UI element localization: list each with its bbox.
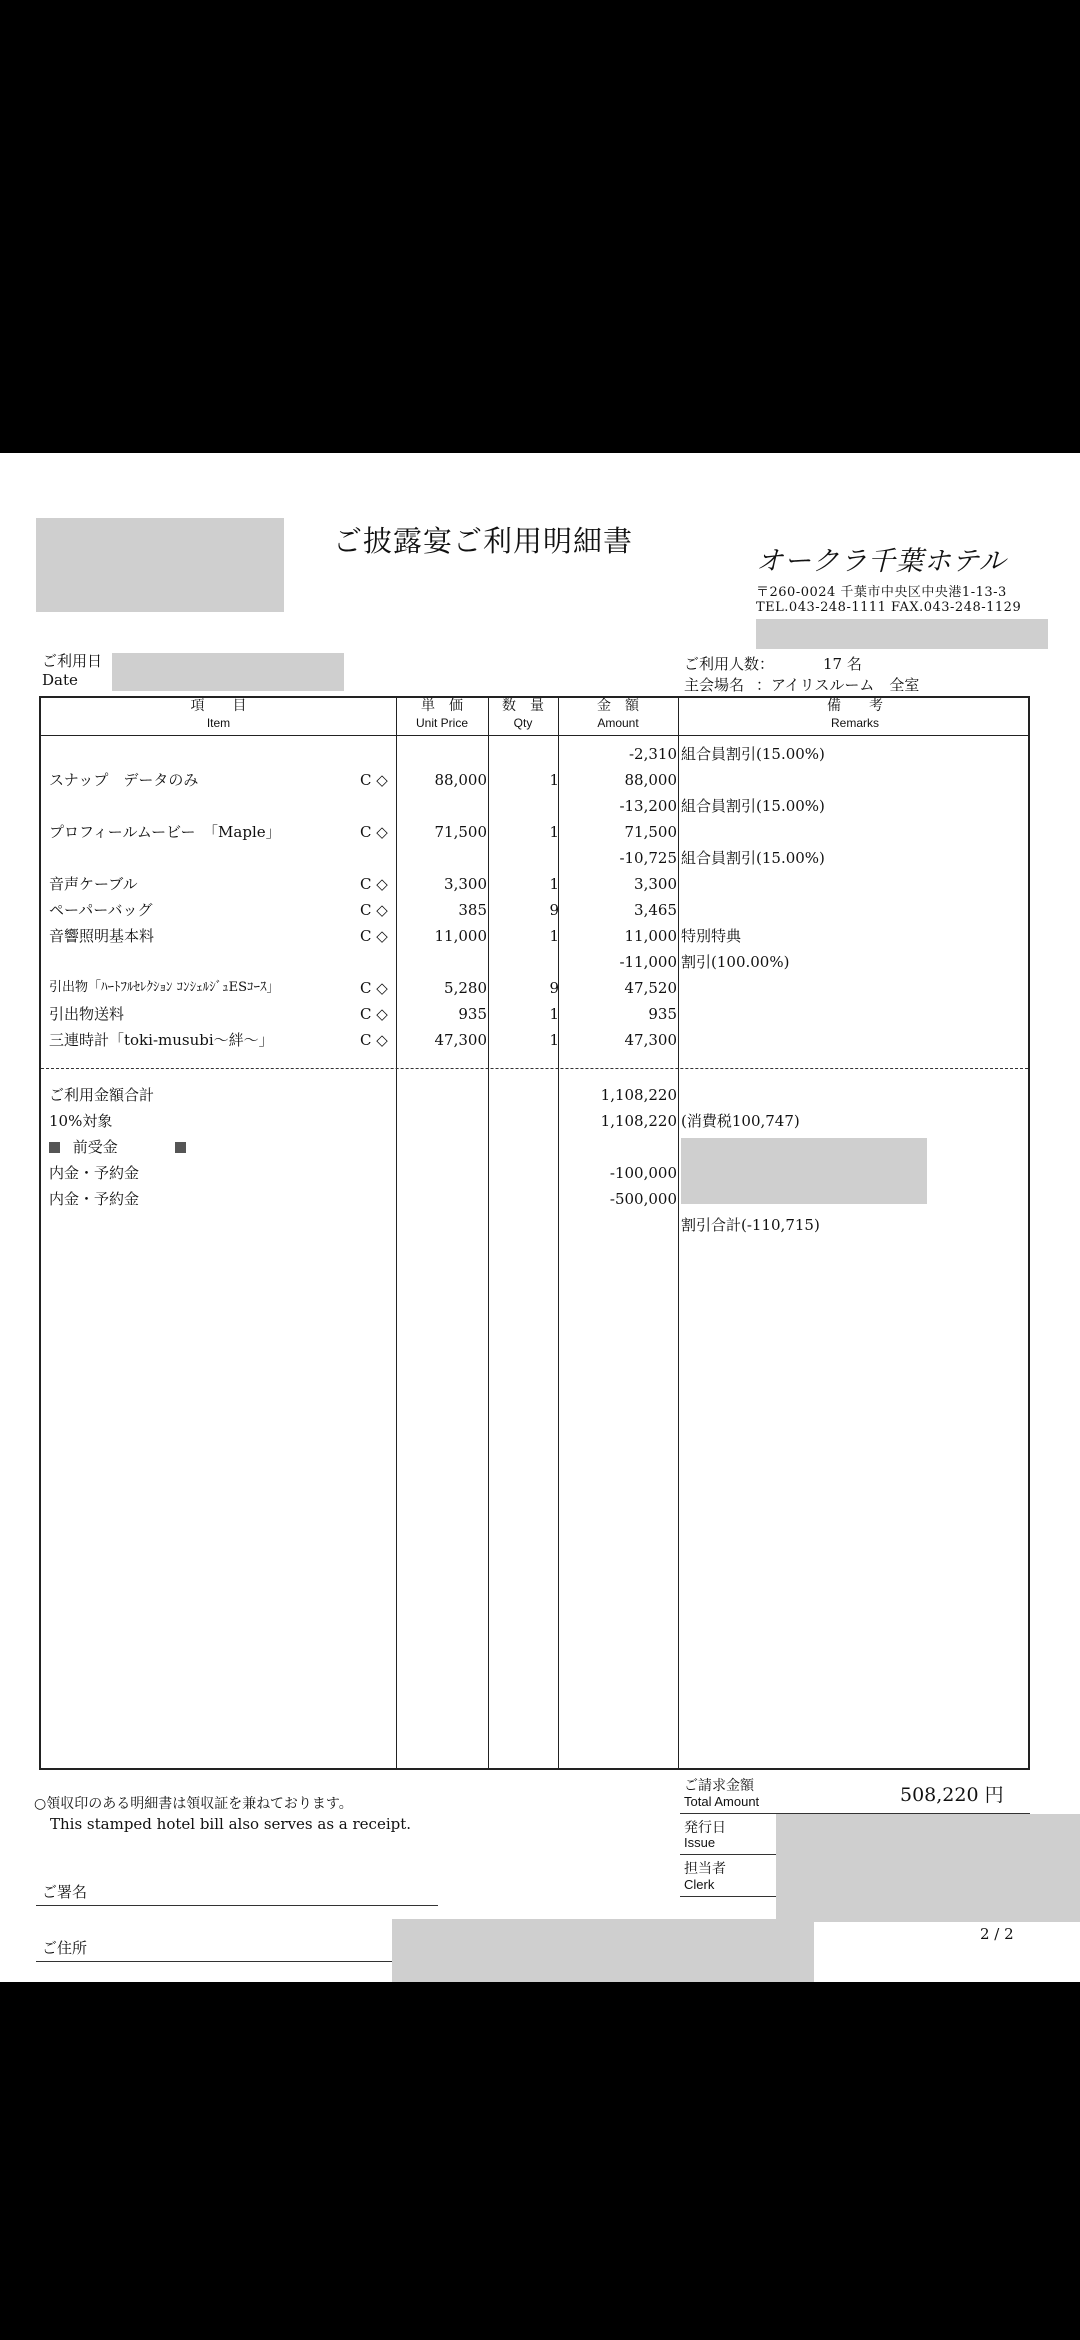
row-code: C ◇: [360, 901, 388, 919]
row-item: 引出物「ﾊｰﾄﾌﾙｾﾚｸｼｮﾝ ｺﾝｼｪﾙｼﾞｭESｺｰｽ」: [49, 980, 280, 995]
table-row: [41, 845, 1028, 871]
row-item: ペーパーバッグ: [49, 901, 153, 919]
summary-advance-label: 前受金: [72, 1138, 118, 1156]
table-row: [41, 897, 1028, 923]
header-remarks: 備 考 Remarks: [827, 698, 883, 730]
header-item: 項 目 Item: [190, 698, 247, 730]
row-code: C ◇: [360, 823, 388, 841]
row-code: C ◇: [360, 875, 388, 893]
summary-total-value: 1,108,220: [600, 1086, 677, 1104]
invoice-label-en: Total Amount: [684, 1794, 760, 1809]
signature-line: [36, 1905, 438, 1906]
bill-document: [0, 453, 1080, 1982]
row-qty: 1: [549, 1005, 559, 1023]
row-qty: 1: [549, 1031, 559, 1049]
row-unit-price: 71,500: [434, 823, 487, 841]
date-label-en: Date: [42, 671, 78, 689]
row-amount: -2,310: [628, 745, 677, 763]
signature-label: ご署名: [42, 1883, 88, 1901]
summary-total-row: [41, 1082, 1028, 1108]
redacted-date: [112, 653, 344, 691]
document-title: ご披露宴ご利用明細書: [333, 524, 634, 558]
header-amount: 金 額 Amount: [597, 698, 639, 730]
row-code: C ◇: [360, 979, 388, 997]
summary-tax-row: [41, 1108, 1028, 1134]
receipt-note-jp: ○領収印のある明細書は領収証を兼ねております。: [34, 1796, 353, 1812]
summary-discount-row: [41, 1212, 1028, 1238]
summary-tax-remark: (消費税100,747): [681, 1112, 800, 1130]
table-row: [41, 975, 1028, 1001]
row-amount: 47,520: [624, 979, 677, 997]
row-amount: 3,300: [634, 875, 677, 893]
invoice-label: ご請求金額: [684, 1778, 754, 1794]
table-row: [41, 741, 1028, 767]
row-unit-price: 47,300: [434, 1031, 487, 1049]
guests-value: 17 名: [823, 655, 862, 673]
header-qty: 数 量 Qty: [502, 698, 544, 730]
row-qty: 9: [549, 901, 559, 919]
clerk-label-en: Clerk: [684, 1877, 715, 1892]
summary-total-label: ご利用金額合計: [49, 1086, 155, 1104]
table-row: [41, 1001, 1028, 1027]
row-amount: 47,300: [624, 1031, 677, 1049]
bill-table: [39, 696, 1030, 1770]
venue-label: 主会場名: [684, 676, 745, 694]
row-amount: 88,000: [624, 771, 677, 789]
row-qty: 9: [549, 979, 559, 997]
row-amount: 3,465: [634, 901, 677, 919]
redacted-header-info: [756, 619, 1048, 649]
row-code: C ◇: [360, 1005, 388, 1023]
row-item: 引出物送料: [49, 1005, 125, 1023]
header-unit-price: 単 価 Unit Price: [415, 698, 468, 730]
square-mark-icon: [175, 1142, 186, 1153]
row-amount: -13,200: [619, 797, 677, 815]
row-amount: -10,725: [619, 849, 677, 867]
row-unit-price: 3,300: [444, 875, 487, 893]
redacted-remarks: [681, 1138, 927, 1204]
summary-deposit-value: -500,000: [609, 1190, 677, 1208]
table-row: [41, 1027, 1028, 1053]
row-item: プロフィールムービー 「Maple」: [49, 823, 281, 841]
row-remarks: 組合員割引(15.00%): [681, 849, 825, 867]
row-item: 音響照明基本料: [49, 927, 155, 945]
row-code: C ◇: [360, 927, 388, 945]
summary-deposit-label: 内金・予約金: [49, 1190, 140, 1208]
table-row: [41, 871, 1028, 897]
row-code: C ◇: [360, 771, 388, 789]
row-qty: 1: [549, 823, 559, 841]
row-code: C ◇: [360, 1031, 388, 1049]
summary-deposit-label: 内金・予約金: [49, 1164, 140, 1182]
row-amount: -11,000: [619, 953, 677, 971]
hotel-contact: TEL.043-248-1111 FAX.043-248-1129: [756, 600, 1022, 615]
venue-value: ：アイリスルーム 全室: [756, 676, 920, 694]
table-row: [41, 819, 1028, 845]
hotel-address: 〒260-0024 千葉市中央区中央港1-13-3: [756, 585, 1007, 600]
address-label: ご住所: [42, 1939, 88, 1957]
invoice-value: 508,220 円: [900, 1784, 1004, 1806]
row-item: 三連時計「toki-musubi～絆～」: [49, 1031, 274, 1049]
receipt-note-en: This stamped hotel bill also serves as a receipt.: [50, 1815, 412, 1833]
redacted-address: [392, 1919, 814, 1982]
summary-divider: [41, 1068, 1028, 1069]
guests-label: ご利用人数：: [684, 655, 775, 673]
summary-tax-value: 1,108,220: [600, 1112, 677, 1130]
table-row: [41, 793, 1028, 819]
row-qty: 1: [549, 875, 559, 893]
redacted-customer-name: [36, 518, 284, 612]
row-item: スナップ データのみ: [49, 771, 199, 789]
table-row: [41, 923, 1028, 949]
summary-deposit-value: -100,000: [609, 1164, 677, 1182]
row-unit-price: 5,280: [444, 979, 487, 997]
row-qty: 1: [549, 927, 559, 945]
row-remarks: 割引(100.00%): [681, 953, 790, 971]
redacted-issue-clerk: [776, 1814, 1080, 1922]
date-label: ご利用日: [42, 652, 103, 670]
hotel-name: オークラ千葉ホテル: [756, 546, 1007, 577]
row-item: 音声ケーブル: [49, 875, 138, 893]
row-unit-price: 385: [458, 901, 487, 919]
row-unit-price: 11,000: [434, 927, 487, 945]
issue-label-en: Issue: [684, 1835, 716, 1850]
row-amount: 11,000: [624, 927, 677, 945]
summary-discount-total: 割引合計(-110,715): [681, 1216, 820, 1234]
page-number: 2 / 2: [980, 1925, 1014, 1943]
table-row: [41, 949, 1028, 975]
table-row: [41, 767, 1028, 793]
row-amount: 71,500: [624, 823, 677, 841]
issue-label: 発行日: [684, 1820, 726, 1836]
row-unit-price: 935: [458, 1005, 487, 1023]
row-qty: 1: [549, 771, 559, 789]
row-amount: 935: [648, 1005, 677, 1023]
square-mark-icon: [49, 1142, 60, 1153]
row-remarks: 組合員割引(15.00%): [681, 797, 825, 815]
row-remarks: 組合員割引(15.00%): [681, 745, 825, 763]
summary-tax-label: 10%対象: [49, 1112, 113, 1130]
row-remarks: 特別特典: [681, 927, 742, 945]
row-unit-price: 88,000: [434, 771, 487, 789]
address-line: [36, 1961, 396, 1962]
clerk-label: 担当者: [684, 1861, 726, 1877]
